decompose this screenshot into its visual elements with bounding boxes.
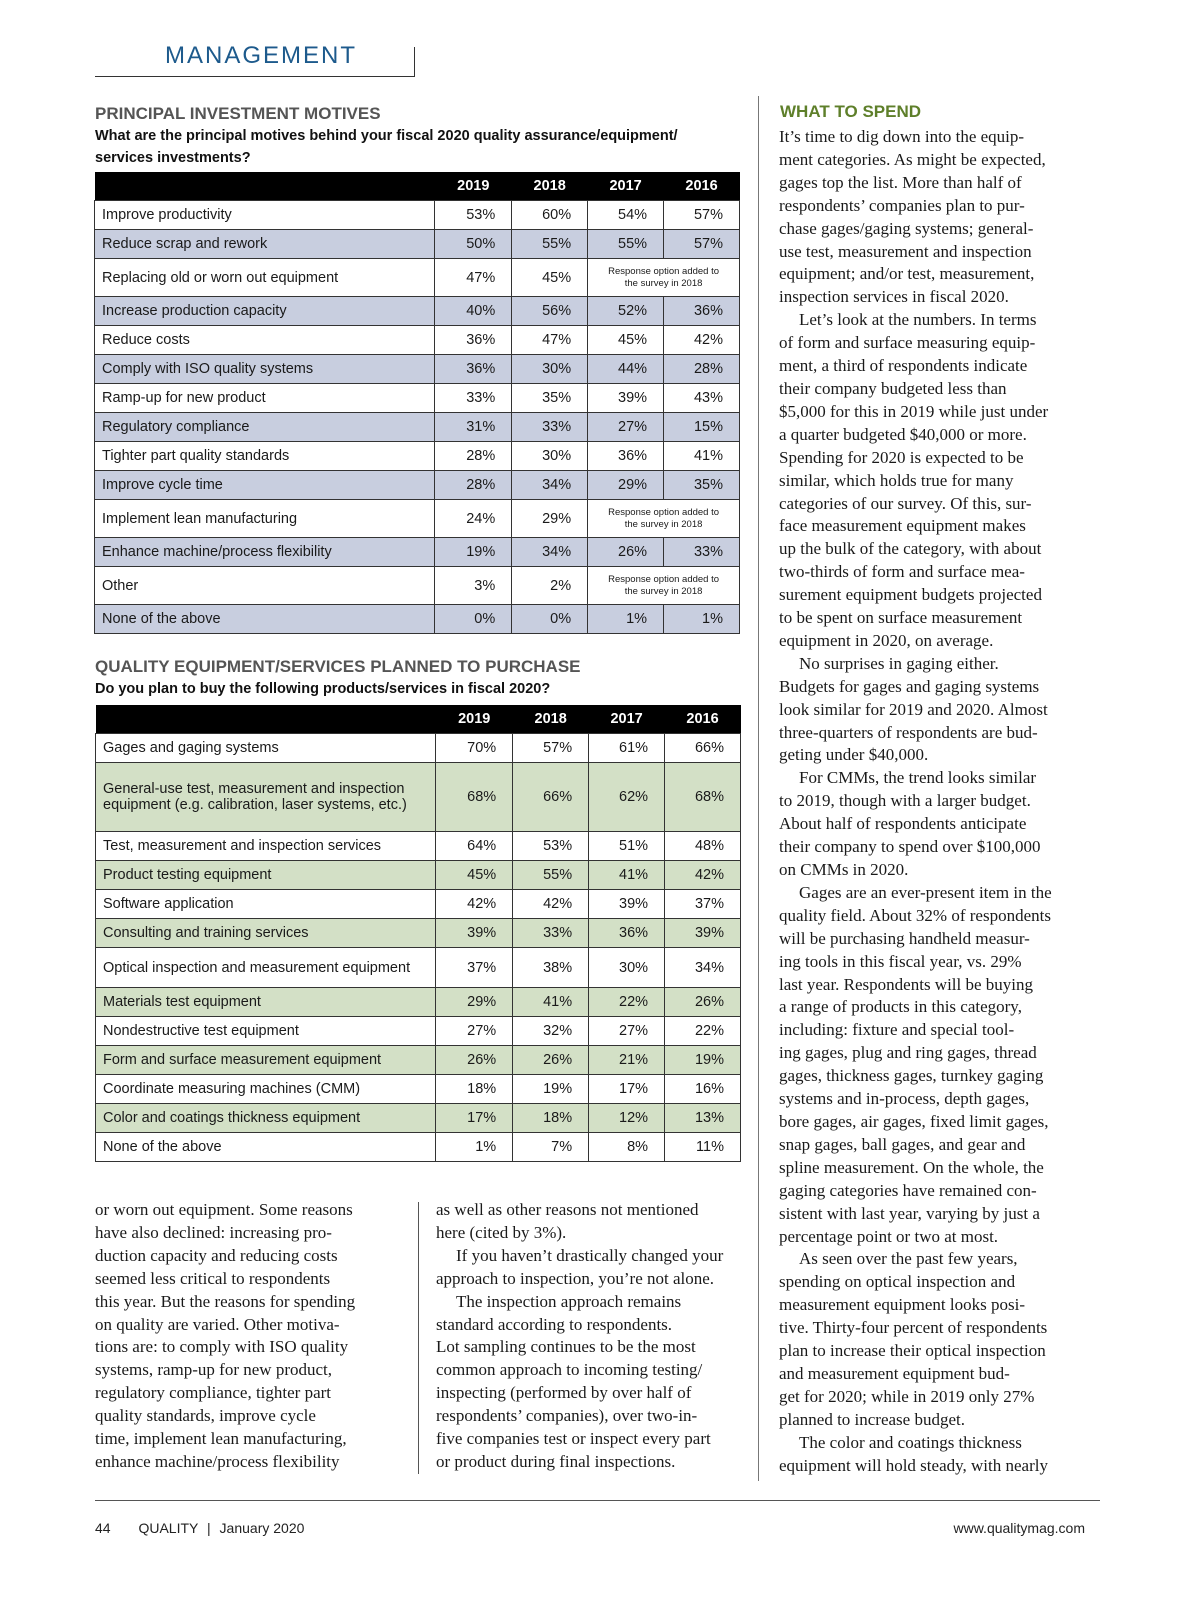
footer-separator: |	[207, 1520, 211, 1536]
row-label: Materials test equipment	[96, 988, 436, 1017]
table-row	[96, 948, 741, 988]
text-line: percentage point or two at most.	[779, 1226, 999, 1246]
value-cell: 30%	[589, 948, 665, 988]
table2-year-header: 2018	[513, 705, 589, 734]
magazine-name: QUALITY	[138, 1520, 199, 1536]
text-line: get for 2020; while in 2019 only 27%	[779, 1386, 1035, 1406]
text-line: common approach to incoming testing/	[436, 1360, 703, 1380]
row-label: Improve cycle time	[95, 471, 435, 500]
table-row	[96, 919, 741, 948]
value-cell: 21%	[589, 1046, 665, 1075]
text-line: sistent with last year, varying by just a	[779, 1203, 1040, 1223]
value-cell: 52%	[588, 297, 664, 326]
value-cell: 54%	[588, 201, 664, 230]
text-line: inspecting (performed by over half of	[436, 1383, 692, 1403]
footer-left	[95, 1520, 304, 1536]
table2-year-header: 2016	[665, 705, 741, 734]
text-line: face measurement equipment makes	[779, 516, 1026, 536]
value-cell: 38%	[513, 948, 589, 988]
table-row	[95, 500, 740, 538]
section-label: MANAGEMENT	[165, 42, 358, 69]
value-cell: 22%	[665, 1017, 741, 1046]
value-cell: 42%	[664, 326, 740, 355]
table1-year-header: 2018	[512, 172, 588, 201]
row-label: Enhance machine/process flexibility	[95, 538, 435, 567]
text-line: duction capacity and reducing costs	[95, 1245, 338, 1265]
text-line: similar, which holds true for many	[779, 470, 1014, 490]
text-line: as well as other reasons not mentioned	[436, 1200, 699, 1219]
value-cell: 45%	[436, 861, 513, 890]
text-line: and measurement equipment bud-	[779, 1363, 1010, 1383]
sidebar-title: WHAT TO SPEND	[780, 102, 922, 121]
value-cell: 12%	[589, 1104, 665, 1133]
text-line: use test, measurement and inspection	[779, 241, 1032, 261]
row-label: Increase production capacity	[95, 297, 435, 326]
row-label: Gages and gaging systems	[96, 734, 436, 763]
table-row	[96, 1133, 741, 1162]
value-cell: 68%	[665, 763, 741, 832]
value-cell: 41%	[664, 442, 740, 471]
value-cell: 26%	[588, 538, 664, 567]
value-cell: 7%	[513, 1133, 589, 1162]
table-row	[95, 384, 740, 413]
text-line: For CMMs, the trend looks similar	[799, 768, 1037, 788]
table2-header-row	[96, 705, 741, 734]
value-cell: 36%	[588, 442, 664, 471]
value-cell: 3%	[435, 567, 512, 605]
text-line: two-thirds of form and surface mea-	[779, 562, 1025, 582]
value-cell: 55%	[512, 230, 588, 259]
value-cell: 8%	[589, 1133, 665, 1162]
value-cell: 37%	[665, 890, 741, 919]
text-line: tions are: to comply with ISO quality	[95, 1337, 349, 1357]
value-cell: 29%	[436, 988, 513, 1017]
value-cell: 29%	[588, 471, 664, 500]
value-cell: 39%	[588, 384, 664, 413]
value-cell: 43%	[664, 384, 740, 413]
text-line: of form and surface measuring equip-	[779, 333, 1036, 353]
value-cell: 34%	[665, 948, 741, 988]
value-cell: 55%	[588, 230, 664, 259]
text-line: surement equipment budgets projected	[779, 585, 1042, 605]
text-line: to be spent on surface measurement	[779, 608, 1023, 628]
planned-purchase-table	[95, 705, 741, 1162]
value-cell: 16%	[665, 1075, 741, 1104]
text-line: The inspection approach remains	[456, 1291, 682, 1311]
text-line: bore gages, air gages, fixed limit gages,	[779, 1111, 1049, 1131]
table1-year-header: 2016	[664, 172, 740, 201]
value-cell: 47%	[435, 259, 512, 297]
text-line: systems and in-process, depth gages,	[779, 1089, 1030, 1109]
row-label: Ramp-up for new product	[95, 384, 435, 413]
value-cell: 19%	[665, 1046, 741, 1075]
text-line: this year. But the reasons for spending	[95, 1291, 356, 1311]
value-cell: 36%	[664, 297, 740, 326]
row-label: Replacing old or worn out equipment	[95, 259, 435, 297]
column-rule	[418, 1202, 419, 1474]
value-cell: 27%	[588, 413, 664, 442]
text-line: regulatory compliance, tighter part	[95, 1383, 332, 1403]
text-line: respondents’ companies plan to pur-	[779, 195, 1025, 215]
value-cell: 27%	[589, 1017, 665, 1046]
value-cell: 13%	[665, 1104, 741, 1133]
value-cell: 66%	[665, 734, 741, 763]
text-line: their company budgeted less than	[779, 378, 1007, 398]
value-cell: 51%	[589, 832, 665, 861]
row-label: None of the above	[95, 605, 435, 634]
value-cell: 28%	[664, 355, 740, 384]
article-column-1	[95, 1199, 415, 1474]
text-line: ment, a third of respondents indicate	[779, 356, 1028, 376]
value-cell: 26%	[665, 988, 741, 1017]
text-line: will be purchasing handheld measur-	[779, 928, 1030, 948]
text-line: or product during final inspections.	[436, 1451, 676, 1471]
value-cell: 0%	[435, 605, 512, 634]
value-cell: 42%	[436, 890, 513, 919]
text-line: planned to increase budget.	[779, 1409, 965, 1429]
header-tick	[414, 47, 415, 77]
row-label: Regulatory compliance	[95, 413, 435, 442]
value-cell: 55%	[513, 861, 589, 890]
text-line: Spending for 2020 is expected to be	[779, 447, 1024, 467]
table-row	[96, 988, 741, 1017]
value-cell: 60%	[512, 201, 588, 230]
table2-question: Do you plan to buy the following products/services in fiscal 2020?	[95, 681, 551, 697]
header-rule	[95, 76, 415, 77]
value-cell: 39%	[589, 890, 665, 919]
value-cell: 42%	[665, 861, 741, 890]
table1-year-header: 2017	[588, 172, 664, 201]
table-row	[95, 442, 740, 471]
text-line: About half of respondents anticipate	[779, 814, 1027, 834]
value-cell: 18%	[513, 1104, 589, 1133]
table-row	[95, 538, 740, 567]
value-cell: 15%	[664, 413, 740, 442]
table-row	[95, 413, 740, 442]
table-row	[95, 259, 740, 297]
text-line: up the bulk of the category, with about	[779, 539, 1042, 559]
table-row	[95, 471, 740, 500]
text-line: Budgets for gages and gaging systems	[779, 676, 1040, 696]
text-line: snap gages, ball gages, and gear and	[779, 1134, 1026, 1154]
value-cell: 33%	[512, 413, 588, 442]
value-cell: 56%	[512, 297, 588, 326]
row-label: Form and surface measurement equipment	[96, 1046, 436, 1075]
text-line: here (cited by 3%).	[436, 1222, 567, 1242]
text-line: gages, thickness gages, turnkey gaging	[779, 1066, 1044, 1086]
response-note-line: the survey in 2018	[624, 518, 703, 530]
value-cell: 36%	[435, 355, 512, 384]
value-cell: 18%	[436, 1075, 513, 1104]
table-row	[96, 861, 741, 890]
text-line: quality field. About 32% of respondents	[779, 905, 1051, 925]
response-note-line: the survey in 2018	[624, 277, 703, 289]
table-row	[95, 605, 740, 634]
text-line: on quality are varied. Other motiva-	[95, 1314, 340, 1334]
value-cell: 2%	[512, 567, 588, 605]
value-cell: 53%	[513, 832, 589, 861]
table-row	[95, 355, 740, 384]
value-cell: 19%	[513, 1075, 589, 1104]
table-row	[96, 1075, 741, 1104]
text-line: a quarter budgeted $40,000 or more.	[779, 424, 1027, 444]
text-line: time, implement lean manufacturing,	[95, 1429, 347, 1449]
response-note-line: Response option added to	[608, 265, 720, 277]
value-cell: 17%	[589, 1075, 665, 1104]
text-line: inspection services in fiscal 2020.	[779, 287, 1009, 307]
value-cell: 70%	[436, 734, 513, 763]
value-cell: 36%	[435, 326, 512, 355]
text-line: enhance machine/process flexibility	[95, 1451, 340, 1471]
text-line: categories of our survey. Of this, sur-	[779, 493, 1032, 513]
value-cell: 31%	[435, 413, 512, 442]
text-line: Let’s look at the numbers. In terms	[799, 310, 1037, 330]
table-row	[96, 1104, 741, 1133]
row-label: Nondestructive test equipment	[96, 1017, 436, 1046]
response-note	[588, 259, 740, 297]
value-cell: 68%	[436, 763, 513, 832]
value-cell: 27%	[436, 1017, 513, 1046]
text-line: No surprises in gaging either.	[799, 653, 999, 673]
text-line: approach to inspection, you’re not alone.	[436, 1268, 715, 1288]
text-line: ing tools in this fiscal year, vs. 29%	[779, 951, 1022, 971]
value-cell: 19%	[435, 538, 512, 567]
text-line: including: fixture and special tool-	[779, 1020, 1015, 1040]
table1-question: What are the principal motives behind your fiscal 2020 quality assurance/equipment/ services investments?	[95, 128, 678, 166]
issue-date: January 2020	[219, 1520, 305, 1536]
value-cell: 1%	[664, 605, 740, 634]
row-label: Consulting and training services	[96, 919, 436, 948]
value-cell: 32%	[513, 1017, 589, 1046]
value-cell: 33%	[435, 384, 512, 413]
value-cell: 24%	[435, 500, 512, 538]
row-label: Color and coatings thickness equipment	[96, 1104, 436, 1133]
value-cell: 42%	[513, 890, 589, 919]
text-line: spending on optical inspection and	[779, 1272, 1016, 1292]
value-cell: 36%	[589, 919, 665, 948]
article-column-2	[436, 1199, 756, 1474]
text-line: It’s time to dig down into the equip-	[779, 127, 1025, 146]
row-label: None of the above	[96, 1133, 436, 1162]
text-line: look similar for 2019 and 2020. Almost	[779, 699, 1048, 719]
value-cell: 48%	[665, 832, 741, 861]
investment-motives-table	[94, 172, 740, 634]
value-cell: 53%	[435, 201, 512, 230]
text-line: spline measurement. On the whole, the	[779, 1157, 1044, 1177]
table1-header-row	[95, 172, 740, 201]
value-cell: 44%	[588, 355, 664, 384]
value-cell: 34%	[512, 538, 588, 567]
table-row	[95, 567, 740, 605]
table2-header-blank	[96, 705, 436, 734]
value-cell: 33%	[513, 919, 589, 948]
table-row	[96, 1017, 741, 1046]
value-cell: 57%	[513, 734, 589, 763]
value-cell: 39%	[665, 919, 741, 948]
table-row	[95, 230, 740, 259]
footer-rule	[95, 1500, 1100, 1501]
page-number: 44	[95, 1520, 111, 1536]
row-label: Implement lean manufacturing	[95, 500, 435, 538]
response-note	[588, 567, 740, 605]
text-line: Gages are an ever-present item in the	[799, 882, 1052, 902]
text-line: ing gages, plug and ring gages, thread	[779, 1043, 1037, 1063]
table1-header-blank	[95, 172, 435, 201]
text-line: gaging categories have remained con-	[779, 1180, 1037, 1200]
text-line: If you haven’t drastically changed your	[456, 1245, 724, 1265]
text-line: measurement equipment looks posi-	[779, 1295, 1025, 1315]
table2-year-header: 2019	[436, 705, 513, 734]
text-line: systems, ramp-up for new product,	[95, 1360, 333, 1380]
value-cell: 37%	[436, 948, 513, 988]
value-cell: 1%	[588, 605, 664, 634]
value-cell: 47%	[512, 326, 588, 355]
value-cell: 57%	[664, 201, 740, 230]
text-line: geting under $40,000.	[779, 745, 929, 765]
value-cell: 45%	[512, 259, 588, 297]
text-line: The color and coatings thickness	[799, 1432, 1022, 1452]
text-line: to 2019, though with a larger budget.	[779, 791, 1031, 811]
table1-title: PRINCIPAL INVESTMENT MOTIVES	[95, 104, 381, 123]
value-cell: 34%	[512, 471, 588, 500]
text-line: three-quarters of respondents are bud-	[779, 722, 1038, 742]
row-label: Other	[95, 567, 435, 605]
table1-year-header: 2019	[435, 172, 512, 201]
value-cell: 61%	[589, 734, 665, 763]
table2-title: QUALITY EQUIPMENT/SERVICES PLANNED TO PURCHASE	[95, 657, 581, 676]
row-label: Test, measurement and inspection services	[96, 832, 436, 861]
text-line: chase gages/gaging systems; general-	[779, 218, 1034, 238]
text-line: As seen over the past few years,	[799, 1249, 1018, 1269]
value-cell: 66%	[513, 763, 589, 832]
row-label: Reduce scrap and rework	[95, 230, 435, 259]
value-cell: 28%	[435, 471, 512, 500]
row-label: Comply with ISO quality systems	[95, 355, 435, 384]
table-row	[96, 832, 741, 861]
value-cell: 35%	[512, 384, 588, 413]
text-line: five companies test or inspect every part	[436, 1429, 711, 1449]
value-cell: 35%	[664, 471, 740, 500]
row-label: Optical inspection and measurement equipment	[96, 948, 436, 988]
text-line: equipment will hold steady, with nearly	[779, 1455, 1048, 1475]
value-cell: 26%	[513, 1046, 589, 1075]
column-divider	[758, 96, 759, 1481]
text-line: respondents’ companies), over two-in-	[436, 1406, 698, 1426]
table-row	[96, 890, 741, 919]
value-cell: 41%	[589, 861, 665, 890]
value-cell: 41%	[513, 988, 589, 1017]
text-line: or worn out equipment. Some reasons	[95, 1200, 353, 1219]
value-cell: 17%	[436, 1104, 513, 1133]
text-line: equipment; and/or test, measurement,	[779, 264, 1035, 284]
row-label: Reduce costs	[95, 326, 435, 355]
text-line: on CMMs in 2020.	[779, 860, 909, 879]
text-line: tive. Thirty-four percent of respondents	[779, 1318, 1048, 1338]
response-note-line: Response option added to	[608, 573, 720, 585]
text-line: last year. Respondents will be buying	[779, 974, 1034, 994]
response-note-line: the survey in 2018	[624, 585, 703, 597]
text-line: plan to increase their optical inspection	[779, 1341, 1046, 1361]
row-label: Software application	[96, 890, 436, 919]
text-line: have also declined: increasing pro-	[95, 1222, 332, 1242]
value-cell: 62%	[589, 763, 665, 832]
value-cell: 29%	[512, 500, 588, 538]
value-cell: 11%	[665, 1133, 741, 1162]
table-row	[95, 297, 740, 326]
text-line: gages top the list. More than half of	[779, 172, 1022, 192]
table-row	[95, 201, 740, 230]
value-cell: 28%	[435, 442, 512, 471]
footer-url[interactable]: www.qualitymag.com	[953, 1520, 1085, 1536]
table-row	[96, 1046, 741, 1075]
text-line: quality standards, improve cycle	[95, 1406, 316, 1426]
text-line: ment categories. As might be expected,	[779, 149, 1046, 169]
text-line: their company to spend over $100,000	[779, 837, 1041, 857]
value-cell: 26%	[436, 1046, 513, 1075]
row-label: Coordinate measuring machines (CMM)	[96, 1075, 436, 1104]
table2-year-header: 2017	[589, 705, 665, 734]
response-note-line: Response option added to	[608, 506, 720, 518]
value-cell: 57%	[664, 230, 740, 259]
value-cell: 22%	[589, 988, 665, 1017]
text-line: equipment in 2020, on average.	[779, 630, 994, 650]
value-cell: 30%	[512, 355, 588, 384]
text-line: Lot sampling continues to be the most	[436, 1337, 696, 1357]
value-cell: 40%	[435, 297, 512, 326]
value-cell: 45%	[588, 326, 664, 355]
text-line: seemed less critical to respondents	[95, 1268, 331, 1288]
value-cell: 1%	[436, 1133, 513, 1162]
value-cell: 50%	[435, 230, 512, 259]
value-cell: 33%	[664, 538, 740, 567]
row-label: Tighter part quality standards	[95, 442, 435, 471]
row-label: Product testing equipment	[96, 861, 436, 890]
sidebar-body	[779, 126, 1099, 1477]
value-cell: 30%	[512, 442, 588, 471]
value-cell: 0%	[512, 605, 588, 634]
text-line: a range of products in this category,	[779, 997, 1022, 1017]
table-row	[95, 326, 740, 355]
value-cell: 39%	[436, 919, 513, 948]
value-cell: 64%	[436, 832, 513, 861]
row-label: Improve productivity	[95, 201, 435, 230]
text-line: $5,000 for this in 2019 while just under	[779, 401, 1049, 421]
row-label: General-use test, measurement and inspection equipment (e.g. calibration, laser systems, etc.)	[96, 763, 436, 832]
response-note	[588, 500, 740, 538]
table-row	[96, 734, 741, 763]
table-row	[96, 763, 741, 832]
text-line: standard according to respondents.	[436, 1314, 673, 1334]
